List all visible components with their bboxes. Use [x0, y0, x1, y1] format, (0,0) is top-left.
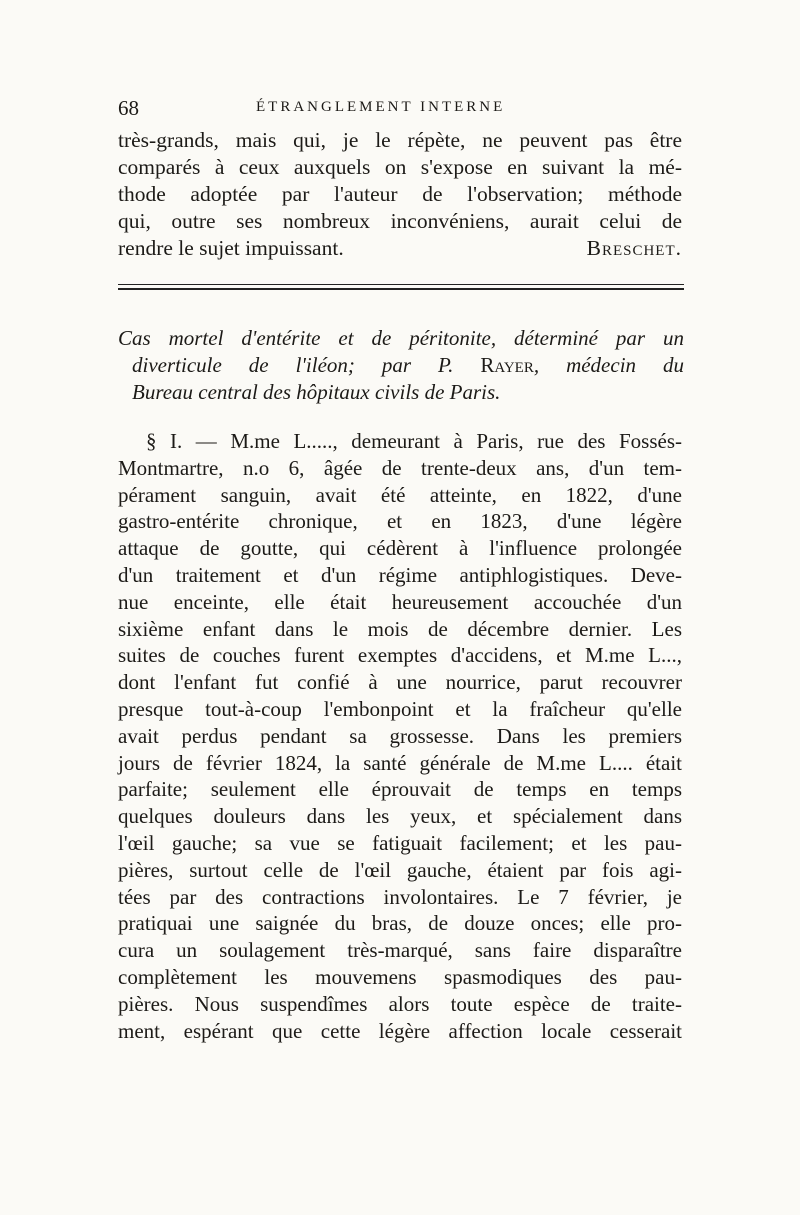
text-line: rendre le sujet impuissant. [118, 236, 344, 260]
text-line: très-grands, mais qui, je le répète, ne peuvent pas être [118, 128, 682, 152]
text-line: presque tout-à-coup l'embonpoint et la fraîcheur qu'elle [118, 696, 682, 721]
text-line: quelques douleurs dans les yeux, et spécialement dans [118, 804, 682, 829]
author-name: Rayer [480, 353, 534, 377]
text-line: parfaite; seulement elle éprouvait de temps en temps [118, 777, 682, 802]
page-number: 68 [118, 96, 139, 120]
text-line: pérament sanguin, avait été atteinte, en 1822, d'une [118, 482, 682, 507]
text-line: comparés à ceux auxquels on s'expose en suivant la mé- [118, 155, 682, 179]
text-line: pières. Nous suspendîmes alors toute espèce de traite- [118, 991, 682, 1016]
text-line: jours de février 1824, la santé générale de M.me L.... était [118, 750, 682, 775]
text-line: avait perdus pendant sa grossesse. Dans les premiers [118, 723, 682, 748]
text-line: § I. — M.me L....., demeurant à Paris, rue des Fossés- [146, 429, 682, 453]
signature-line [118, 235, 682, 262]
text-line: pratiquai une saignée du bras, de douze onces; elle pro- [118, 911, 682, 936]
text-line: l'œil gauche; sa vue se fatiguait facilement; et les pau- [118, 830, 682, 855]
divider-rule [118, 284, 684, 285]
title-line [118, 352, 684, 379]
text-line: dont l'enfant fut confié à une nourrice, parut recouvrer [118, 670, 682, 695]
author-signature: Breschet. [586, 236, 682, 260]
paragraph-1 [118, 127, 682, 262]
text-line: gastro-entérite chronique, et en 1823, d'une légère [118, 509, 682, 534]
text-line: complètement les mouvemens spasmodiques des pau- [118, 964, 682, 989]
paragraph-2 [118, 428, 682, 1044]
text-line: ment, espérant que cette légère affection locale cesserait [118, 1018, 682, 1043]
section-divider [118, 284, 684, 293]
title-text: , médecin du [533, 353, 685, 377]
divider-rule [118, 288, 684, 290]
text-line: sixième enfant dans le mois de décembre dernier. Les [118, 616, 682, 641]
text-line: Montmartre, n.o 6, âgée de trente-deux ans, d'un tem- [118, 455, 682, 480]
text-line: attaque de goutte, qui cédèrent à l'influence prolongée [118, 536, 682, 561]
running-title: ÉTRANGLEMENT INTERNE [256, 99, 506, 115]
title-text: diverticule de l'iléon; par P. [132, 353, 454, 377]
page-header [118, 96, 683, 124]
text-line: d'un traitement et d'un régime antiphlogistiques. Deve- [118, 562, 682, 587]
text-line: cura un soulagement très-marqué, sans faire disparaître [118, 938, 682, 963]
text-line: suites de couches furent exemptes d'accidens, et M.me L..., [118, 643, 682, 668]
text-line: thode adoptée par l'auteur de l'observation; méthode [118, 182, 682, 206]
text-line: pières, surtout celle de l'œil gauche, étaient par fois agi- [118, 857, 682, 882]
text-line: tées par des contractions involontaires. Le 7 février, je [118, 884, 682, 909]
article-title [118, 325, 684, 406]
text-line: nue enceinte, elle était heureusement accouchée d'un [118, 589, 682, 614]
title-line: Bureau central des hôpitaux civils de Paris. [132, 380, 501, 404]
text-line: qui, outre ses nombreux inconvéniens, aurait celui de [118, 209, 682, 233]
title-line: Cas mortel d'entérite et de péritonite, déterminé par un [118, 326, 684, 350]
